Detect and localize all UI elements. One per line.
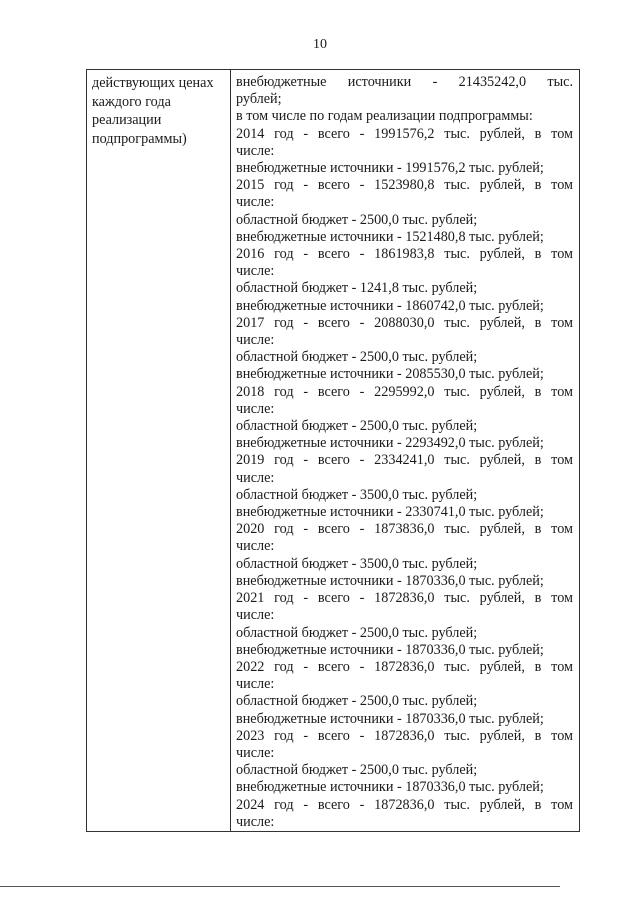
year-block <box>236 246 573 315</box>
intro-line: в том числе по годам реализации подпрограммы: <box>236 108 533 125</box>
extrabudgetary-line: внебюджетные источники - 2085530,0 тыс. рублей; <box>236 366 544 383</box>
year-block <box>236 521 573 590</box>
year-total-line: 2021 год - всего - 1872836,0 тыс. рублей, в том <box>236 590 573 607</box>
label-line: реализации <box>92 112 162 128</box>
year-total-continuation: числе: <box>236 676 275 693</box>
year-total-line: 2023 год - всего - 1872836,0 тыс. рублей, в том <box>236 727 573 744</box>
oblast-budget-line: областной бюджет - 3500,0 тыс. рублей; <box>236 486 478 503</box>
year-total-line: 2016 год - всего - 1861983,8 тыс. рублей, в том <box>236 246 573 263</box>
year-total-line: 2017 год - всего - 2088030,0 тыс. рублей, в том <box>236 314 573 331</box>
footer-divider <box>0 886 560 887</box>
oblast-budget-line: областной бюджет - 2500,0 тыс. рублей; <box>236 624 478 641</box>
extrabudgetary-line: внебюджетные источники - 1521480,8 тыс. рублей; <box>236 228 544 245</box>
year-block <box>236 659 573 728</box>
year-total-continuation: числе: <box>236 538 275 555</box>
year-total-continuation: числе: <box>236 142 275 159</box>
year-block <box>236 384 573 453</box>
oblast-budget-line: областной бюджет - 3500,0 тыс. рублей; <box>236 555 478 572</box>
year-total-line: 2020 год - всего - 1873836,0 тыс. рублей, в том <box>236 521 573 538</box>
extrabudgetary-line: внебюджетные источники - 1870336,0 тыс. рублей; <box>236 572 544 589</box>
extrabudgetary-line: внебюджетные источники - 1870336,0 тыс. рублей; <box>236 779 544 796</box>
year-total-line: 2015 год - всего - 1523980,8 тыс. рублей, в том <box>236 177 573 194</box>
oblast-budget-line: областной бюджет - 1241,8 тыс. рублей; <box>236 280 478 297</box>
extrabudgetary-line: внебюджетные источники - 1870336,0 тыс. рублей; <box>236 710 544 727</box>
label-line: каждого года <box>92 93 171 110</box>
year-total-line: 2019 год - всего - 2334241,0 тыс. рублей, в том <box>236 452 573 469</box>
intro-line: внебюджетные источники - 21435242,0 тыс. <box>236 74 573 90</box>
label-line: действующих ценах <box>92 75 214 91</box>
table-value-cell <box>231 70 579 831</box>
year-block <box>236 452 573 521</box>
year-total-continuation: числе: <box>236 400 275 417</box>
year-total-line: 2024 год - всего - 1872836,0 тыс. рублей, в том <box>236 796 573 813</box>
table-label-cell <box>87 70 231 831</box>
year-total-continuation: числе: <box>236 194 275 211</box>
year-total-line: 2018 год - всего - 2295992,0 тыс. рублей, в том <box>236 383 573 400</box>
extrabudgetary-line: внебюджетные источники - 2293492,0 тыс. рублей; <box>236 435 544 452</box>
year-block <box>236 590 573 659</box>
oblast-budget-line: областной бюджет - 2500,0 тыс. рублей; <box>236 349 478 366</box>
label-line: подпрограммы) <box>92 130 187 147</box>
oblast-budget-line: областной бюджет - 2500,0 тыс. рублей; <box>236 762 478 779</box>
year-total-continuation: числе: <box>236 813 275 830</box>
extrabudgetary-line: внебюджетные источники - 1860742,0 тыс. рублей; <box>236 297 544 314</box>
oblast-budget-line: областной бюджет - 2500,0 тыс. рублей; <box>236 418 478 435</box>
oblast-budget-line: областной бюджет - 2500,0 тыс. рублей; <box>236 693 478 710</box>
year-block <box>236 315 573 384</box>
year-block <box>236 797 573 831</box>
financing-table <box>86 69 580 832</box>
intro-line: рублей; <box>236 91 282 108</box>
year-total-line: 2022 год - всего - 1872836,0 тыс. рублей, в том <box>236 658 573 675</box>
year-block <box>236 126 573 178</box>
year-total-continuation: числе: <box>236 469 275 486</box>
year-total-continuation: числе: <box>236 744 275 761</box>
extrabudgetary-line: внебюджетные источники - 2330741,0 тыс. рублей; <box>236 504 544 521</box>
extrabudgetary-line: внебюджетные источники - 1991576,2 тыс. рублей; <box>236 160 544 177</box>
extrabudgetary-line: внебюджетные источники - 1870336,0 тыс. рублей; <box>236 641 544 658</box>
year-total-continuation: числе: <box>236 607 275 624</box>
year-block <box>236 177 573 246</box>
year-total-line: 2014 год - всего - 1991576,2 тыс. рублей, в том <box>236 125 573 142</box>
oblast-budget-line: областной бюджет - 2500,0 тыс. рублей; <box>236 211 478 228</box>
year-total-continuation: числе: <box>236 332 275 349</box>
year-block <box>236 728 573 797</box>
year-total-continuation: числе: <box>236 263 275 280</box>
page-number: 10 <box>313 37 327 52</box>
